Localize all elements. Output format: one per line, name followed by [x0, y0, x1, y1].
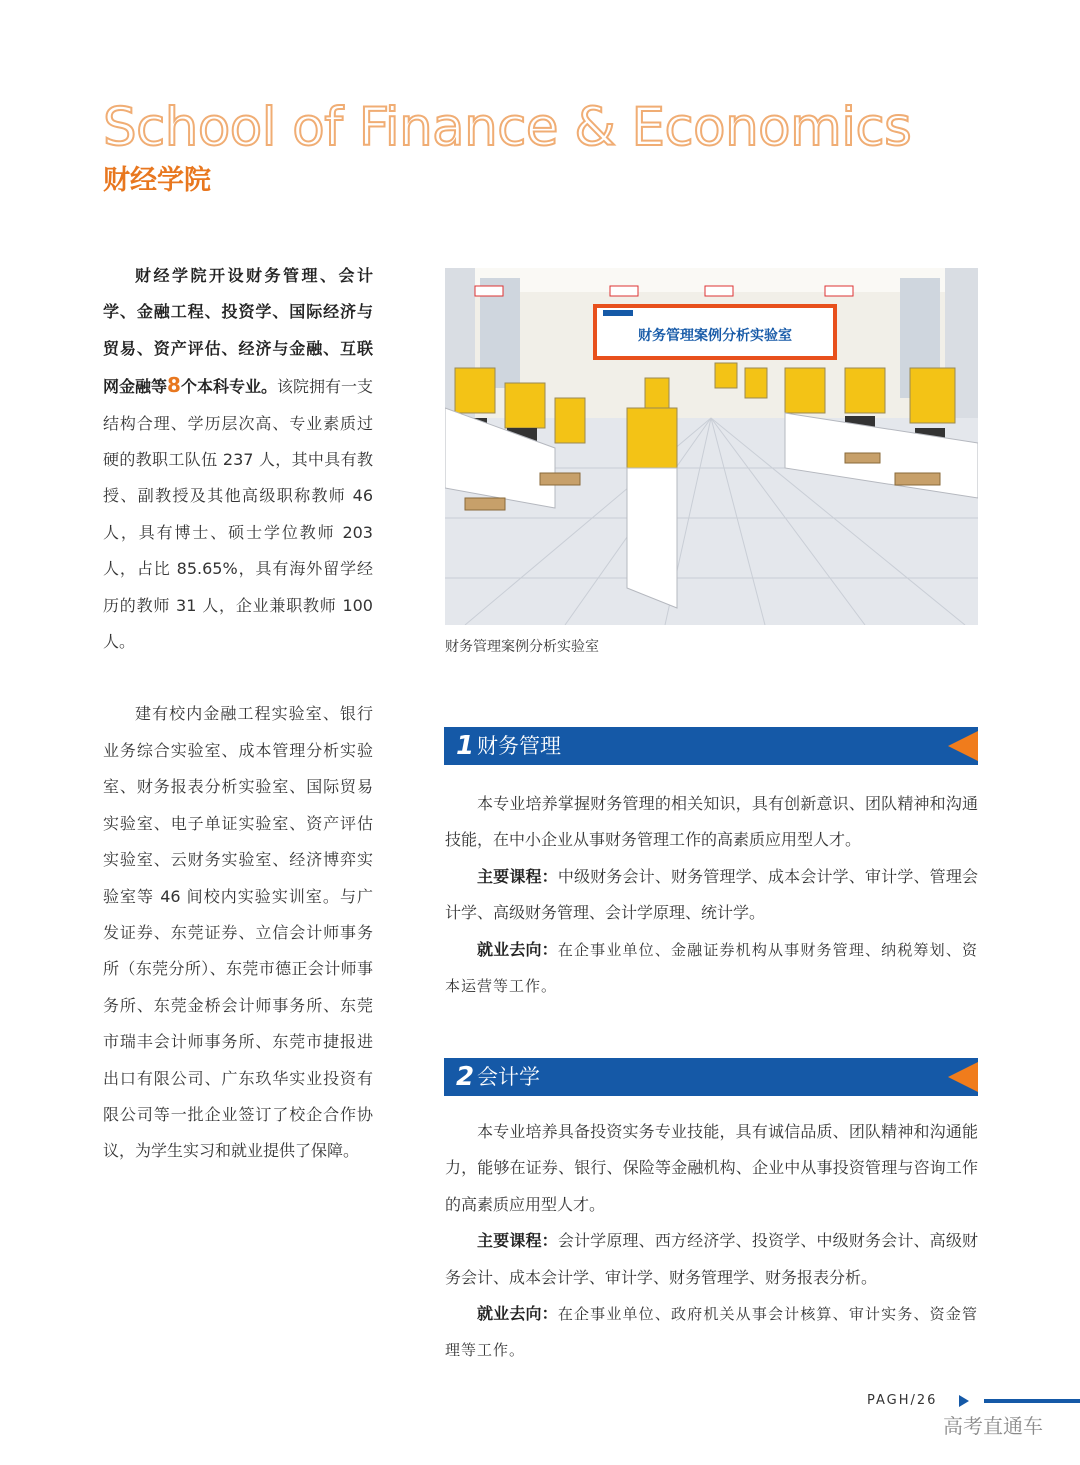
- page-title-chinese: 财经学院: [103, 165, 211, 196]
- career-text: 在企事业单位、金融证券机构从事财务管理、纳税筹划、资本运营等工作。: [445, 940, 978, 996]
- labs-paragraph: 建有校内金融工程实验室、银行业务综合实验室、成本管理分析实验室、财务报表分析实验室、国际贸易实验室、电子单证实验室、资产评估实验室、云财务实验室、经济博弈实验室等 46 间校内实验实训室。与广发证券、东莞证券、立信会计师事务所（东莞分所）、东莞市德正会计师事务所、东莞金桥会计师事务所、东莞市瑞丰会计师事务所、东莞市捷报进出口有限公司、广东玖华实业投资有限公司等一批企业签订了校企合作协议，为学生实习和就业提供了保障。: [103, 704, 373, 1161]
- watermark: 高考直通车: [943, 1414, 1043, 1438]
- section-career: [445, 1296, 978, 1369]
- page-title-english: School of Finance & Economics: [103, 97, 912, 158]
- intro-column: [103, 258, 373, 1170]
- intro-paragraph: [103, 258, 373, 660]
- footer-divider: [984, 1399, 1080, 1403]
- lab-photo: [445, 268, 978, 625]
- page-number: PAGH/26: [867, 1393, 938, 1408]
- section-name: 会计学: [477, 1065, 540, 1089]
- intro-bold-lead: 财经学院开设财务管理、会计学、金融工程、投资学、国际经济与贸易、资产评估、经济与金融、互联网金融等: [103, 266, 373, 397]
- section-intro: 本专业培养掌握财务管理的相关知识，具有创新意识、团队精神和沟通技能，在中小企业从事财务管理工作的高素质应用型人才。: [445, 794, 978, 850]
- section-name: 财务管理: [477, 734, 561, 758]
- lab-sign-text: 财务管理案例分析实验室: [638, 328, 792, 344]
- courses-label: 主要课程：: [477, 866, 558, 886]
- arrow-left-icon: [948, 731, 978, 761]
- section-courses: [445, 1223, 978, 1296]
- courses-list: 会计学原理、西方经济学、投资学、中级财务会计、高级财务会计、成本会计学、审计学、财务管理学、财务报表分析。: [445, 1231, 978, 1287]
- section-number: 1: [456, 731, 475, 761]
- photo-caption: 财务管理案例分析实验室: [445, 639, 599, 655]
- section-body-accounting: [445, 1114, 978, 1369]
- major-count: 8: [167, 373, 181, 398]
- career-label: 就业去向：: [477, 1304, 558, 1324]
- intro-bold-tail: 个本科专业。: [180, 377, 277, 397]
- intro-body: 该院拥有一支结构合理、学历层次高、专业素质过硬的教职工队伍 237 人，其中具有教授、副教授及其他高级职称教师 46 人，具有博士、硕士学位教师 203 人，占比 85.65%，具有海外留学经历的教师 31 人，企业兼职教师 100 人。: [103, 377, 373, 652]
- section-intro: 本专业培养具备投资实务专业技能，具有诚信品质、团队精神和沟通能力，能够在证券、银行、保险等金融机构、企业中从事投资管理与咨询工作的高素质应用型人才。: [445, 1122, 978, 1214]
- play-arrow-icon: [959, 1395, 969, 1407]
- section-career: [445, 932, 978, 1005]
- section-header-finance: [444, 727, 978, 765]
- section-number: 2: [456, 1062, 475, 1092]
- courses-list: 中级财务会计、财务管理学、成本会计学、审计学、管理会计学、高级财务管理、会计学原理、统计学。: [445, 866, 978, 923]
- section-courses: [445, 859, 978, 932]
- courses-label: 主要课程：: [477, 1231, 558, 1251]
- section-body-finance: [445, 786, 978, 1004]
- section-header-accounting: [444, 1058, 978, 1096]
- arrow-left-icon: [948, 1062, 978, 1092]
- career-label: 就业去向：: [477, 939, 558, 959]
- career-text: 在企事业单位、政府机关从事会计核算、审计实务、资金管理等工作。: [445, 1305, 978, 1360]
